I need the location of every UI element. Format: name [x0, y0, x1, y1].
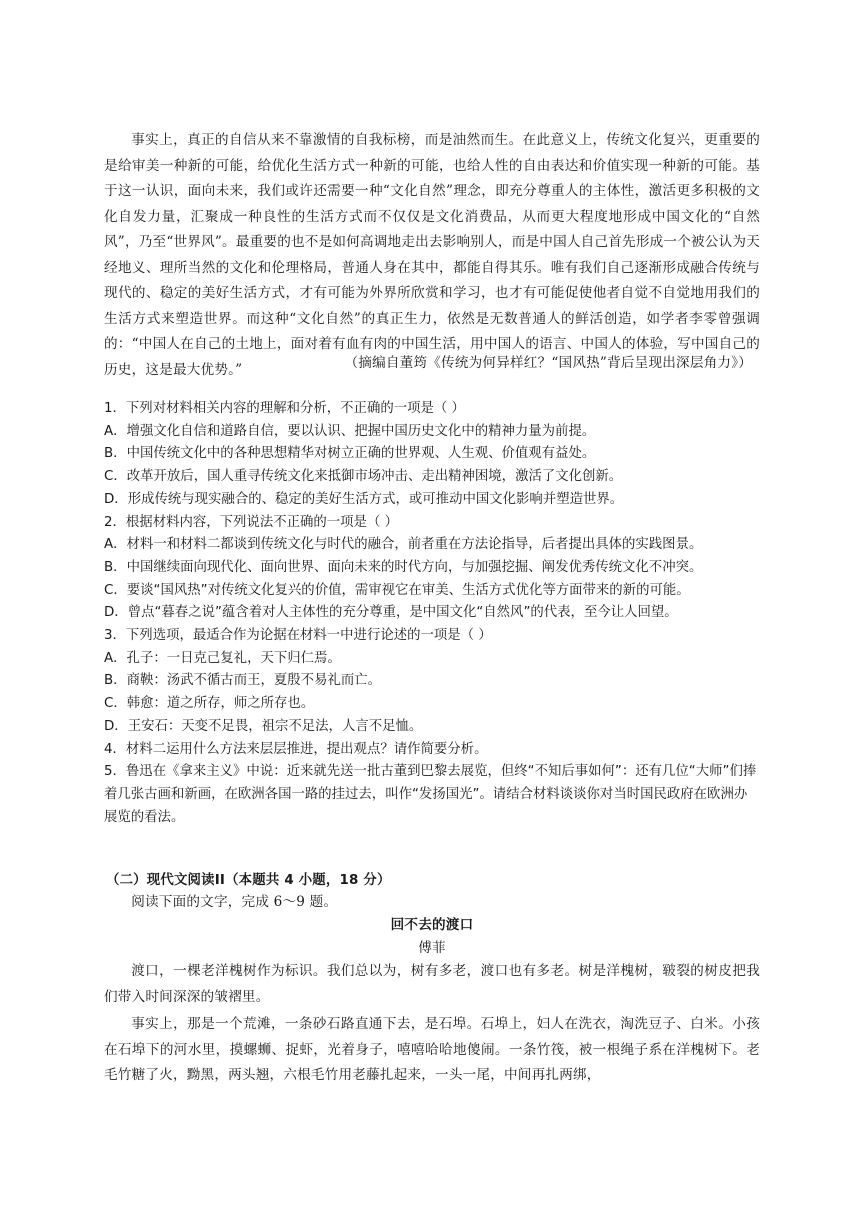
question-1-option-a: A．增强文化自信和道路自信，要以认识、把握中国历史文化中的精神力量为前提。	[104, 423, 596, 439]
question-3-option-a: A．孔子：一日克己复礼，天下归仁焉。	[104, 650, 341, 666]
question-2-option-a: A．材料一和材料二都谈到传统文化与时代的融合，前者重在方法论指导，后者提出具体的实践图景。	[104, 537, 703, 553]
passage-source: （摘编自董筠《传统为何异样红？“国风热”背后呈现出深层角力》）	[344, 355, 752, 371]
question-2-option-d: D．曾点“暮春之说”蕴含着对人主体性的充分尊重，是中国文化“自然风”的代表，至今让人回望。	[104, 605, 678, 621]
question-1-option-c: C．改革开放后，国人重寻传统文化来抵御市场冲击、走出精神困境，激活了文化创新。	[104, 469, 623, 485]
section-heading: （二）现代文阅读II（本题共 4 小题，18 分）	[106, 873, 391, 888]
question-1-option-b: B．中国传统文化中的各种思想精华对树立正确的世界观、人生观、价值观有益处。	[104, 446, 596, 462]
question-2-option-c: C．要谈“国风热”对传统文化复兴的价值，需审视它在审美、生活方式优化等方面带来的新的可能。	[104, 582, 690, 598]
passage-paragraph: 事实上，真正的自信从来不靠激情的自我标榜，而是油然而生。在此意义上，传统文化复兴，更重要的是给审美一种新的可能，给优化生活方式一种新的可能，也给人性的自由表达和价值实现一种新的可能。基于这一认识，面向未来，我们或许还需要一种“文化自然”理念，即充分尊重人的主体性，激活更多积极的文化自发力量，汇聚成一种良性的生活方式而不仅仅是文化消费品，从而更大程度地形成中国文化的“自然风”，乃至“世界风”。最重要的也不是如何高调地走出去影响别人，而是中国人自己首先形成一个被公认为天经地义、理所当然的文化和伦理格局，普通人身在其中，都能自得其乐。唯有我们自己逐渐形成融合传统与现代的、稳定的美好生活方式，才有可能为外界所欣赏和学习，也才有可能促使他者自觉不自觉地用我们的生活方式来塑造世界。而这种“文化自然”的真正生力，依然是无数普通人的鲜活创造，如学者李零曾强调的：“中国人在自己的土地上，面对着有血有肉的中国生活，用中国人的语言、中国人的体验，写中国自己的历史，这是最大优势。”	[104, 132, 760, 378]
article-author: 傅菲	[418, 940, 446, 956]
article-paragraph-2: 事实上，那是一个荒滩，一条砂石路直通下去，是石埠。石埠上，妇人在洗衣，淘洗豆子、白米。小孩在石埠下的河水里，摸螺蛳、捉虾，光着身子，嘻嘻哈哈地傻闹。一条竹筏，被一根绳子系在洋槐树下。老毛竹糖了火，黝黑，两头翘，六根毛竹用老藤扎起来，一头一尾，中间再扎两绑，	[104, 1016, 760, 1083]
question-2-option-b: B．中国继续面向现代化、面向世界、面向未来的时代方向，与加强挖掘、阐发优秀传统文化不冲突。	[104, 559, 703, 575]
question-3: 3．下列选项，最适合作为论据在材料一中进行论述的一项是（ ）	[104, 628, 492, 644]
question-1: 1．下列对材料相关内容的理解和分析，不正确的一项是（ ）	[104, 401, 465, 416]
section-instruction: 阅读下面的文字，完成 6～9 题。	[131, 894, 338, 910]
article-title: 回不去的渡口	[390, 917, 474, 933]
questions	[104, 398, 760, 829]
question-4: 4．材料二运用什么方法来层层推进，提出观点？请作简要分析。	[104, 741, 488, 757]
question-3-option-b: B．商鞅：汤武不循古而王，夏殷不易礼而亡。	[104, 673, 381, 689]
question-3-option-c: C．韩愈：道之所存，师之所存也。	[104, 696, 315, 712]
question-2: 2．根据材料内容，下列说法不正确的一项是（ ）	[104, 514, 398, 530]
article-paragraph-1: 渡口，一棵老洋槐树作为标识。我们总以为，树有多老，渡口也有多老。树是洋槐树，皲裂的树皮把我们带入时间深深的皱褶里。	[104, 963, 760, 1005]
question-3-option-d: D．王安石：天变不足畏，祖宗不足法，人言不足恤。	[104, 718, 423, 734]
question-1-option-d: D．形成传统与现实融合的、稳定的美好生活方式，或可推动中国文化影响并塑造世界。	[104, 491, 624, 507]
question-5: 5．鲁迅在《拿来主义》中说：近来就先送一批古董到巴黎去展览，但终“不知后事如何”：还有几位“大师”们捧着几张古画和新画，在欧洲各国一路的挂过去，叫作“发扬国光”。请结合材料谈谈你对当时国民政府在欧洲办展览的看法。	[104, 764, 757, 825]
